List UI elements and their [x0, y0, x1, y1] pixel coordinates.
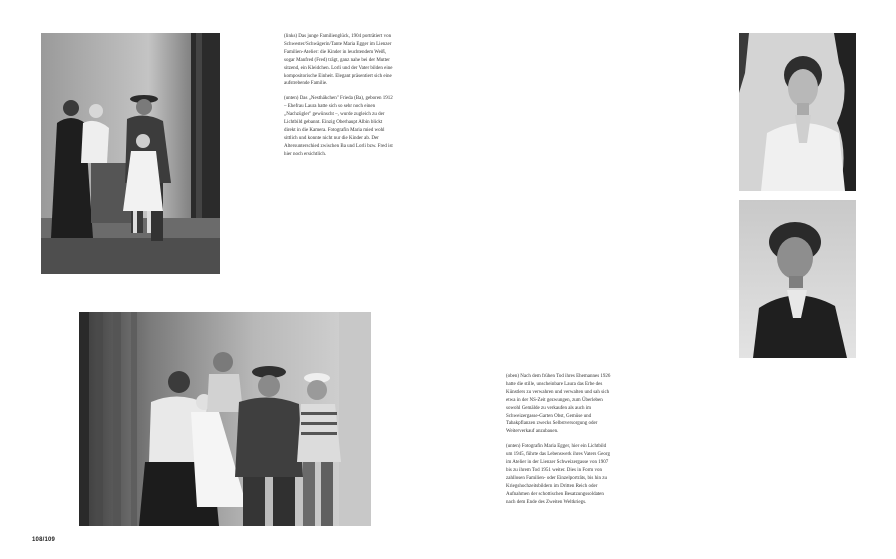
photo-family-1912: [79, 312, 371, 526]
photo-laura-portrait-image: [739, 33, 856, 191]
photo-family-1912-image: [79, 312, 371, 526]
photo-maria-egger-portrait-image: [739, 200, 856, 358]
caption-family-1904: (links) Das junge Familienglück, 1904 porträtiert von Schwester/Schwägerin/Tante Maria Egger im Lienzer Familien-Atelier: die Kinder in leuchtendem Weiß, sogar Manfred (Fred) trägt, ganz nahe bei der Mutter sitzend, ein Kleidchen. Lorli und der Vater bilden eine kompositorische Einheit. Elegant präsentiert sich eine aufstrebende Familie.: [284, 34, 393, 87]
page-number: 108/109: [32, 537, 56, 543]
caption-family-1912: (unten) Das „Nesthäkchen" Frieda (Ba), geboren 1912 – Ehefrau Laura hatte sich so sehr noch einen „Nachzügler" gewünscht –, wurde zugleich zu der Lichtbild gebannt. Einzig Oberhaupt Albin blickt direkt in die Kamera. Fotografin Maria mied wohl sittlich und konnte nicht nur die Kinder ab. Der Altersunterschied zwischen Ba und Lorli bzw. Fred ist hier noch ersichtlich.: [284, 96, 393, 157]
caption-portraits: [506, 373, 612, 514]
photo-family-1904: [41, 33, 220, 274]
photo-maria-egger-portrait: [739, 200, 856, 358]
caption-family-photos: [284, 33, 394, 166]
caption-maria-egger: (unten) Fotografin Maria Egger, hier ein Lichtbild um 1945, führte das Lebenswerk ihres Vaters Georg im Atelier in der Lienzer Schweizergasse von 1907 bis zu ihrem Tod 1951 weiter. Dies in Form von zahllosen Familien- oder Einzelporträts, bis hin zu Kriegshochzeitsbildern im Dritten Reich oder Aufnahmen der schottischen Besatzungssoldaten nach dem Ende des Zweiten Weltkriegs.: [506, 444, 610, 505]
photo-family-1904-image: [41, 33, 220, 274]
photo-laura-portrait: [739, 33, 856, 191]
caption-laura: (oben) Nach dem frühen Tod ihres Ehemannes 1926 hatte die stille, unscheinbare Laura das Erbe des Künstlers zu verwahren und verwalten und sah sich etwa in der NS-Zeit gezwungen, zum Überleben sowohl Gemälde zu verkaufen als auch im Schweizergasse-Garten Obst, Gemüse und Tabakpflanzen zwecks Selbstversorgung oder Weiterverkauf anzubauen.: [506, 374, 611, 435]
